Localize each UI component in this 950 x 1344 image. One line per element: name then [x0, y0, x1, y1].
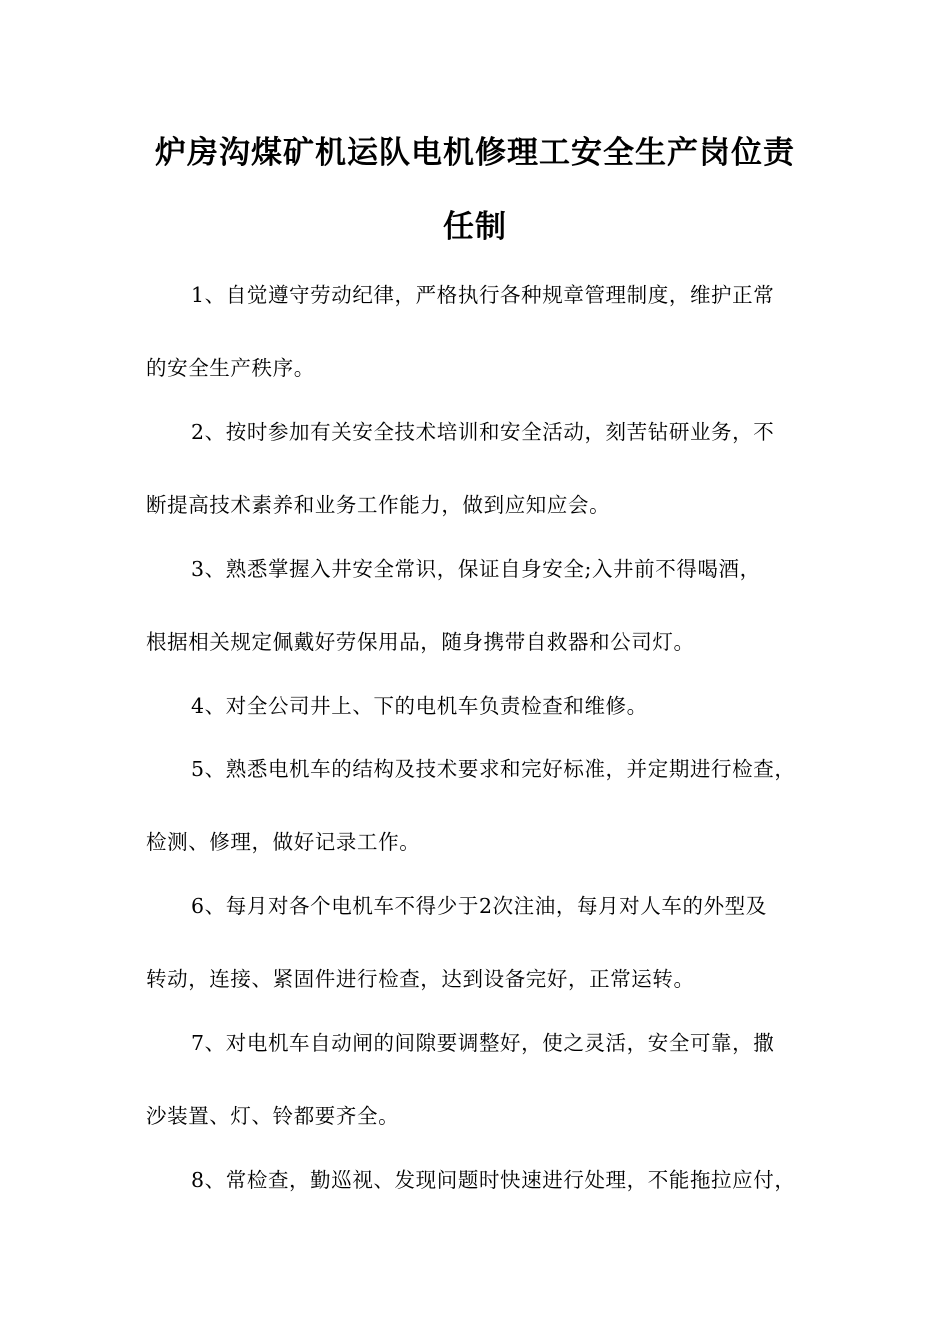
document-title-line-1: 炉房沟煤矿机运队电机修理工安全生产岗位责	[155, 135, 795, 171]
item-7-line-1: 7、对电机车自动闸的间隙要调整好，使之灵活，安全可靠，撒	[191, 1031, 775, 1055]
item-3-line-1: 3、熟悉掌握入井安全常识，保证自身安全;入井前不得喝酒，	[191, 557, 761, 581]
document-title-line-2: 任制	[443, 209, 507, 245]
item-6-line-1: 6、每月对各个电机车不得少于2次注油，每月对人车的外型及	[191, 894, 767, 918]
item-6-line-2: 转动，连接、紧固件进行检查，达到设备完好，正常运转。	[146, 967, 695, 991]
item-5-line-2: 检测、修理，做好记录工作。	[146, 830, 421, 854]
item-7-line-2: 沙装置、灯、铃都要齐全。	[146, 1104, 400, 1128]
item-3-line-2: 根据相关规定佩戴好劳保用品，随身携带自救器和公司灯。	[146, 630, 695, 654]
item-1-line-1: 1、自觉遵守劳动纪律，严格执行各种规章管理制度，维护正常	[191, 283, 775, 307]
item-4-line-1: 4、对全公司井上、下的电机车负责检查和维修。	[191, 694, 648, 718]
item-5-line-1: 5、熟悉电机车的结构及技术要求和完好标准，并定期进行检查，	[191, 757, 796, 781]
item-1-line-2: 的安全生产秩序。	[146, 356, 315, 380]
item-2-line-1: 2、按时参加有关安全技术培训和安全活动，刻苦钻研业务，不	[191, 420, 775, 444]
item-2-line-2: 断提高技术素养和业务工作能力，做到应知应会。	[146, 493, 611, 517]
item-8-line-1: 8、常检查，勤巡视、发现问题时快速进行处理，不能拖拉应付，	[191, 1168, 796, 1192]
